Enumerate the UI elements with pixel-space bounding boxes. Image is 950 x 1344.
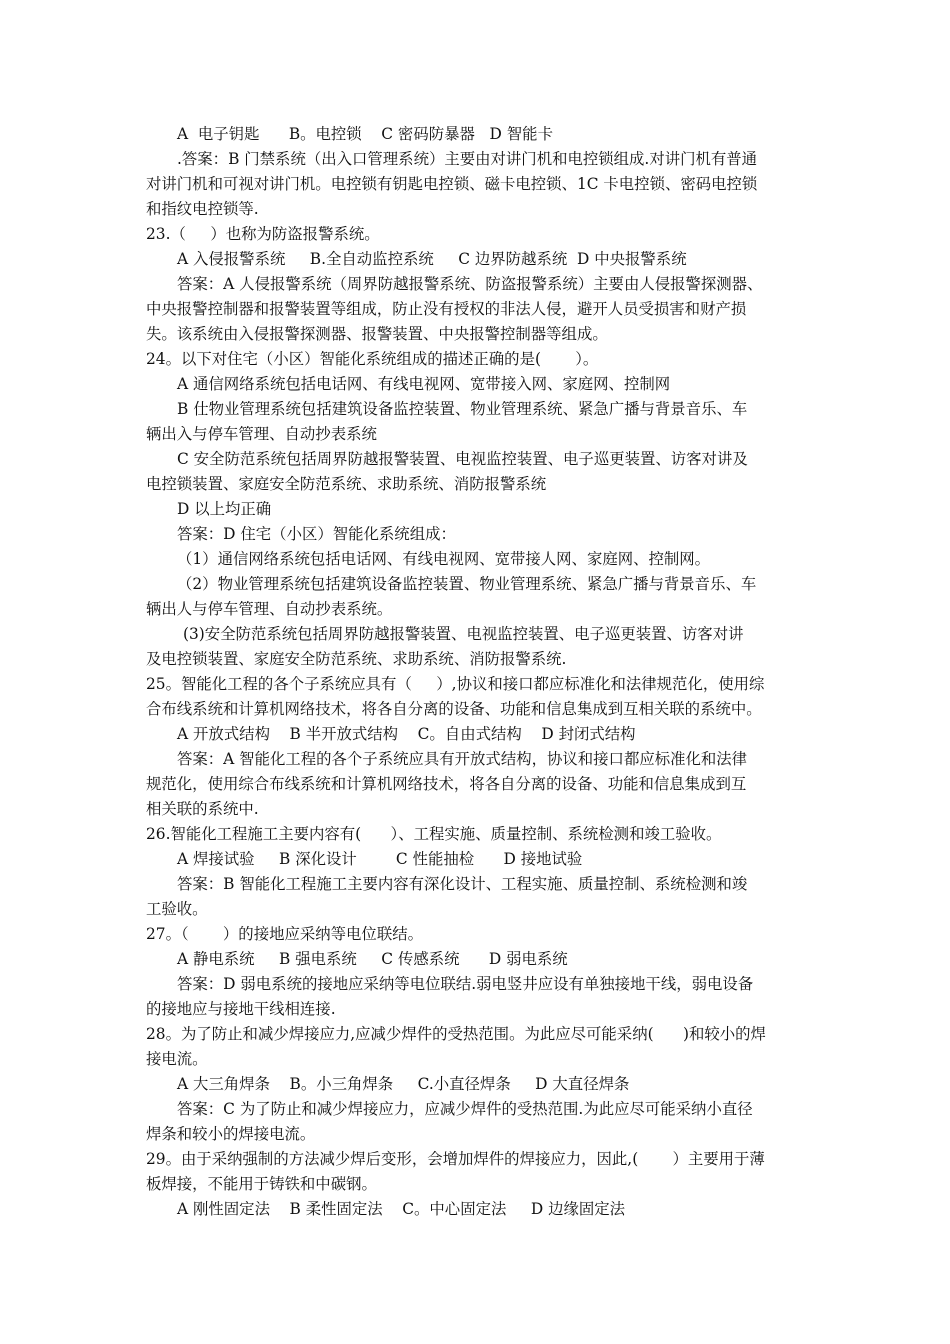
text-line: 26.智能化工程施工主要内容有( ）、工程实施、质量控制、系统检测和竣工验收。	[146, 825, 722, 843]
text-line: .答案：B 门禁系统（出入口管理系统）主要由对讲门机和电控锁组成.对讲门机有普通	[177, 150, 758, 168]
text-line: A 静电系统 B 强电系统 C 传感系统 D 弱电系统	[177, 950, 568, 968]
text-line: 24。以下对住宅（小区）智能化系统组成的描述正确的是( ）。	[146, 350, 599, 368]
text-line: 的接地应与接地干线相连接.	[146, 1000, 336, 1018]
text-line: 答案：A 智能化工程的各个子系统应具有开放式结构，协议和接口都应标准化和法律	[177, 750, 748, 768]
text-line: 相关联的系统中.	[146, 800, 259, 818]
text-line: 答案：A 人侵报警系统（周界防越报警系统、防盗报警系统）主要由人侵报警探测器、	[177, 275, 763, 293]
text-line: 及电控锁装置、家庭安全防范系统、求助系统、消防报警系统.	[146, 650, 567, 668]
text-line: B 仕物业管理系统包括建筑设备监控装置、物业管理系统、紧急广播与背景音乐、车	[177, 400, 748, 418]
text-line: 中央报警控制器和报警装置等组成，防止没有授权的非法人侵，避开人员受损害和财产损	[146, 300, 747, 318]
text-line: 失。该系统由入侵报警探测器、报警装置、中央报警控制器等组成。	[146, 325, 608, 343]
text-line: A 焊接试验 B 深化设计 C 性能抽检 D 接地试验	[177, 850, 583, 868]
text-line: 焊条和较小的焊接电流。	[146, 1125, 316, 1143]
text-line: 28。为了防止和减少焊接应力,应减少焊件的受热范围。为此应尽可能采纳( )和较小的焊	[146, 1025, 766, 1043]
text-line: 27。（ ）的接地应采纳等电位联结。	[146, 925, 423, 943]
text-line: 工验收。	[146, 900, 208, 918]
text-line: A 电子钥匙 B。电控锁 C 密码防暴器 D 智能卡	[177, 125, 553, 143]
text-line: (3)安全防范系统包括周界防越报警装置、电视监控装置、电子巡更装置、访客对讲	[183, 625, 744, 643]
document-page	[146, 122, 810, 1222]
text-line: D 以上均正确	[177, 500, 272, 518]
text-line: 规范化，使用综合布线系统和计算机网络技术，将各自分离的设备、功能和信息集成到互	[146, 775, 747, 793]
text-line: （2）物业管理系统包括建筑设备监控装置、物业管理系统、紧急广播与背景音乐、车	[177, 575, 757, 593]
text-line: 辆出入与停车管理、自动抄表系统	[146, 425, 377, 443]
text-line: A 入侵报警系统 B.全自动监控系统 C 边界防越系统 D 中央报警系统	[177, 250, 687, 268]
text-line: 23.（ ）也称为防盗报警系统。	[146, 225, 380, 243]
text-line: A 开放式结构 B 半开放式结构 C。自由式结构 D 封闭式结构	[177, 725, 636, 743]
text-line: 电控锁装置、家庭安全防范系统、求助系统、消防报警系统	[146, 475, 547, 493]
text-line: 答案：B 智能化工程施工主要内容有深化设计、工程实施、质量控制、系统检测和竣	[177, 875, 748, 893]
text-line: 对讲门机和可视对讲门机。电控锁有钥匙电控锁、磁卡电控锁、1C 卡电控锁、密码电控锁	[146, 175, 758, 193]
text-line: 29。由于采纳强制的方法减少焊后变形，会增加焊件的焊接应力，因此,( ）主要用于薄	[146, 1150, 765, 1168]
text-line: A 通信网络系统包括电话网、有线电视网、宽带接入网、家庭网、控制网	[177, 375, 671, 393]
text-line: 答案：D 住宅（小区）智能化系统组成：	[177, 525, 456, 543]
text-line: 合布线系统和计算机网络技术，将各自分离的设备、功能和信息集成到互相关联的系统中。	[146, 700, 762, 718]
text-line: （1）通信网络系统包括电话网、有线电视网、宽带接人网、家庭网、控制网。	[177, 550, 711, 568]
text-line: C 安全防范系统包括周界防越报警装置、电视监控装置、电子巡更装置、访客对讲及	[177, 450, 748, 468]
text-line: 接电流。	[146, 1050, 208, 1068]
text-line: 答案：D 弱电系统的接地应采纳等电位联结.弱电竖井应设有单独接地干线，弱电设备	[177, 975, 754, 993]
text-line: 和指纹电控锁等.	[146, 200, 259, 218]
text-line: 答案：C 为了防止和减少焊接应力，应减少焊件的受热范围.为此应尽可能采纳小直径	[177, 1100, 753, 1118]
text-line: 板焊接，不能用于铸铁和中碳钢。	[146, 1175, 377, 1193]
text-line: A 大三角焊条 B。小三角焊条 C.小直径焊条 D 大直径焊条	[177, 1075, 630, 1093]
text-line: 辆出人与停车管理、自动抄表系统。	[146, 600, 393, 618]
text-line: A 刚性固定法 B 柔性固定法 C。中心固定法 D 边缘固定法	[177, 1200, 626, 1218]
text-line: 25。智能化工程的各个子系统应具有（ ）,协议和接口都应标准化和法律规范化，使用综	[146, 675, 765, 693]
